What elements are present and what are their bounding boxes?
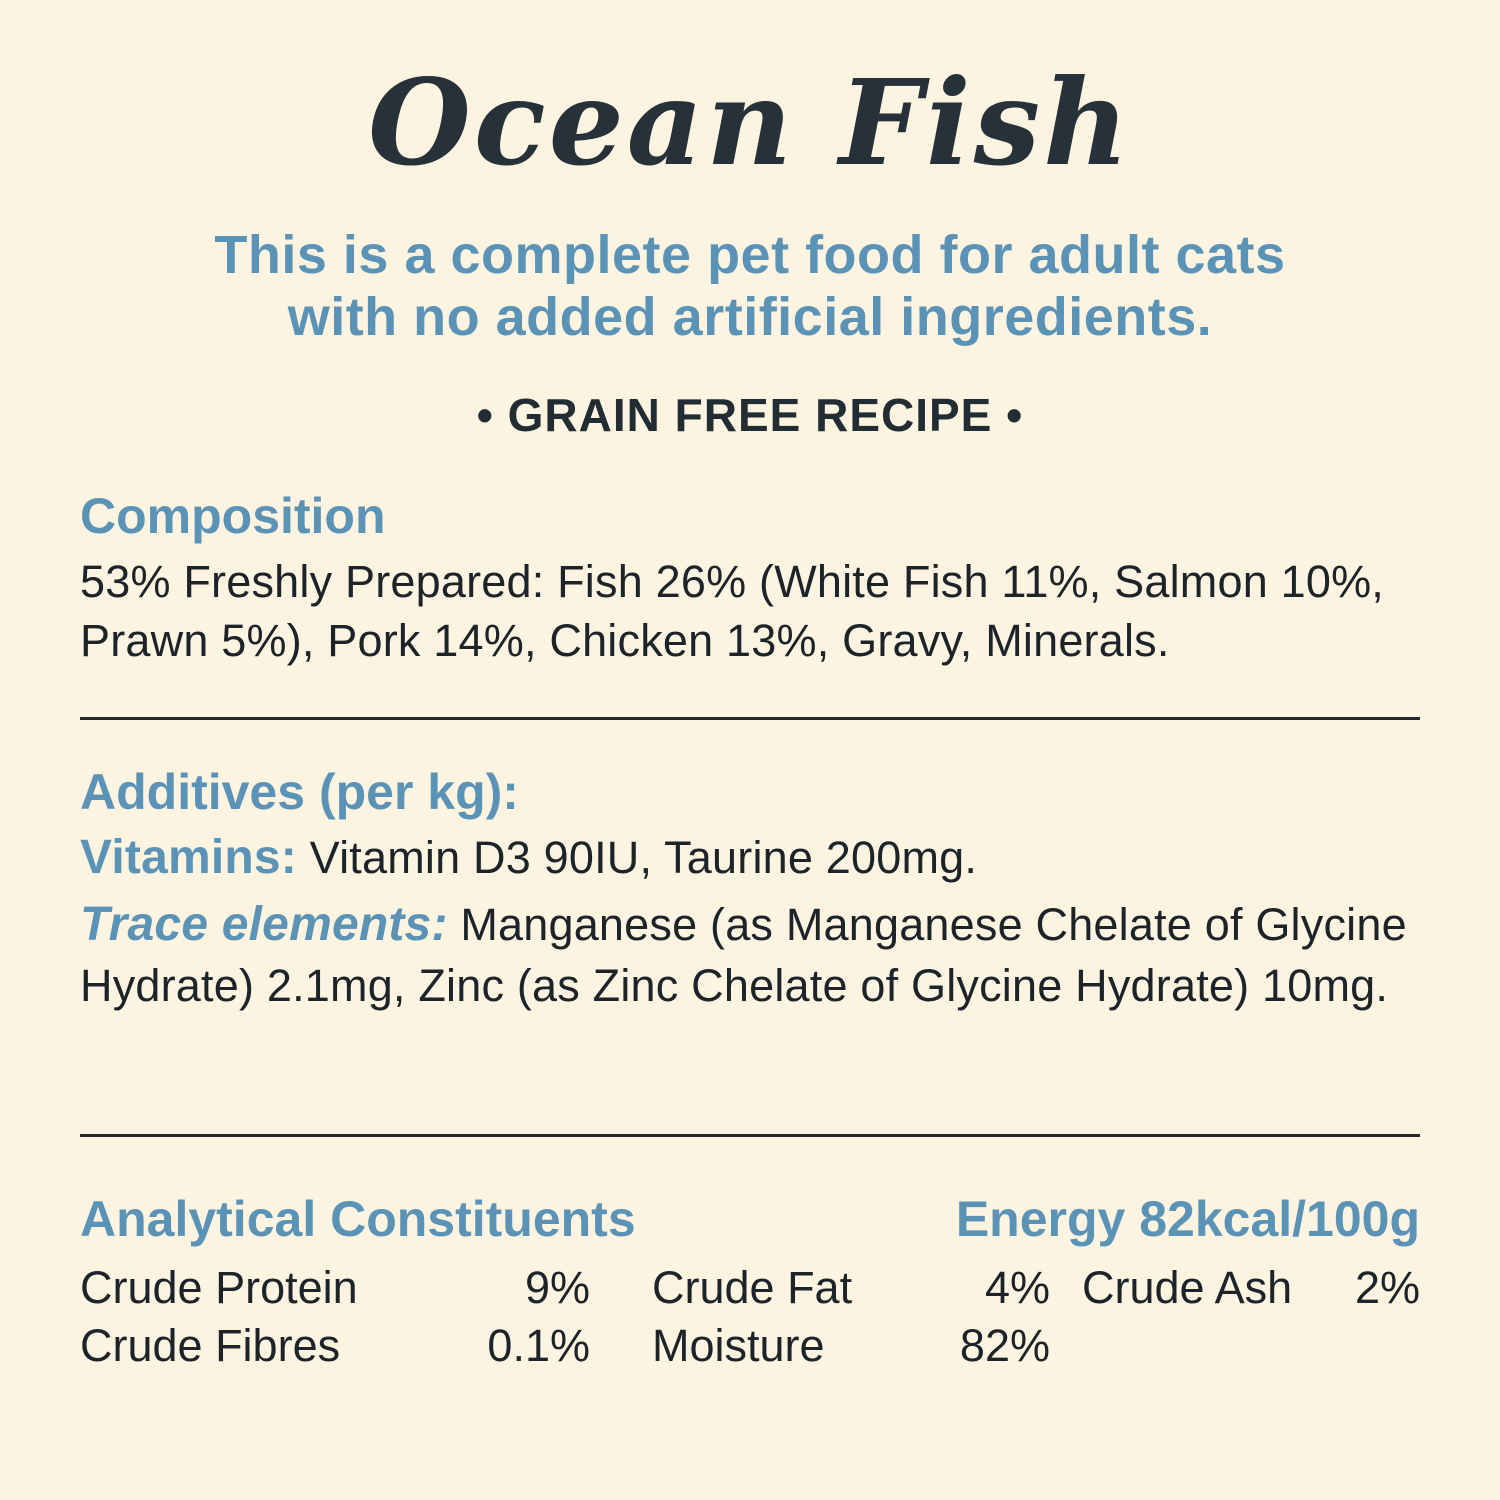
analytical-value: 0.1% <box>487 1320 590 1372</box>
trace-elements-line <box>80 893 1420 1016</box>
composition-heading: Composition <box>80 487 386 544</box>
composition-body: 53% Freshly Prepared: Fish 26% (White Fish 11%, Salmon 10%, Prawn 5%), Pork 14%, Chicken 13%, Gravy, Minerals. <box>80 555 1385 667</box>
energy-value: Energy 82kcal/100g <box>955 1190 1420 1247</box>
analytical-empty-cell <box>1320 1317 1420 1376</box>
product-title: Ocean Fish <box>368 53 1132 192</box>
analytical-label: Moisture <box>652 1320 825 1372</box>
analytical-empty-cell <box>1050 1317 1320 1376</box>
grain-free-banner: • GRAIN FREE RECIPE • <box>476 388 1024 441</box>
additives-heading: Additives (per kg): <box>80 763 519 820</box>
analytical-header <box>80 1189 1420 1249</box>
analytical-value: 4% <box>984 1261 1050 1313</box>
analytical-label: Crude Ash <box>1082 1261 1293 1313</box>
additives-section <box>80 762 1420 1016</box>
divider-top <box>80 717 1420 720</box>
analytical-value: 9% <box>524 1261 590 1313</box>
analytical-label: Crude Fibres <box>80 1320 341 1372</box>
analytical-section <box>80 1189 1420 1376</box>
analytical-value: 82% <box>959 1320 1050 1372</box>
analytical-label: Crude Fat <box>652 1261 853 1313</box>
divider-bottom <box>80 1134 1420 1137</box>
composition-section <box>80 486 1420 671</box>
intro-statement <box>80 224 1420 348</box>
analytical-value: 2% <box>1354 1261 1420 1313</box>
vitamins-line <box>80 826 1420 889</box>
trace-elements-text: Manganese (as Manganese Chelate of Glycine Hydrate) 2.1mg, Zinc (as Zinc Chelate of Glycine Hydrate) 10mg. <box>80 898 1407 1012</box>
intro-line-1: This is a complete pet food for adult cats <box>214 224 1286 285</box>
analytical-label: Crude Protein <box>80 1261 358 1313</box>
intro-line-2: with no added artificial ingredients. <box>287 286 1213 347</box>
trace-elements-label: Trace elements: <box>80 897 448 951</box>
analytical-heading: Analytical Constituents <box>80 1190 636 1247</box>
vitamins-text: Vitamin D3 90IU, Taurine 200mg. <box>296 831 978 883</box>
vitamins-label: Vitamins: <box>80 830 297 884</box>
analytical-table <box>80 1259 1420 1376</box>
